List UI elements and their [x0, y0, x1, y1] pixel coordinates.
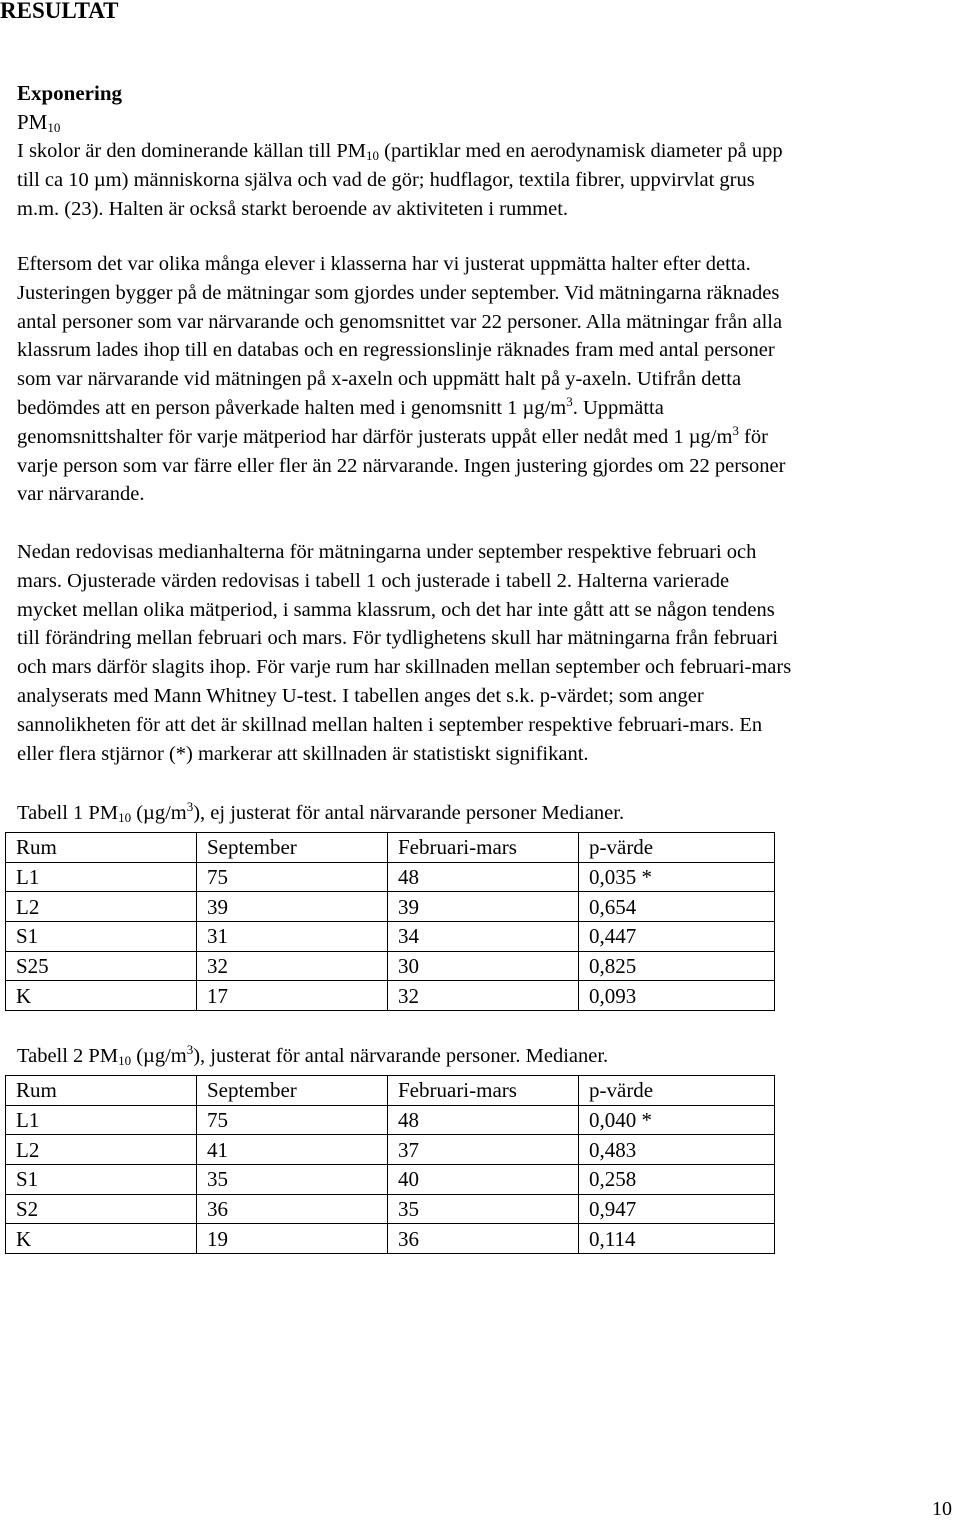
header-cell: Rum: [6, 833, 197, 863]
table-cell: K: [6, 981, 197, 1011]
text-line: sannolikheten för att det är skillnad mellan halten i september respektive februari-mars. En: [17, 713, 763, 736]
text-line: [17, 394, 960, 423]
table-cell: 75: [197, 862, 388, 892]
table-cell: 35: [197, 1165, 388, 1195]
table-row: [6, 1224, 775, 1254]
table-cell: 48: [388, 862, 579, 892]
table-cell: L2: [6, 892, 197, 922]
text-line: som var närvarande vid mätningen på x-axeln och uppmätt halt på y-axeln. Utifrån detta: [17, 368, 742, 391]
caption-fragment: (µg/m: [131, 1045, 187, 1067]
caption-fragment: (µg/m: [131, 802, 187, 824]
superscript: 3: [566, 393, 573, 409]
header-cell: Rum: [6, 1076, 197, 1106]
table-cell: 37: [388, 1135, 579, 1165]
table-cell: 0,483: [579, 1135, 775, 1165]
table-cell: 19: [197, 1224, 388, 1254]
superscript: 3: [186, 1042, 194, 1057]
table-row: [6, 922, 775, 952]
table-row: [6, 1105, 775, 1135]
table-cell: 0,035 *: [579, 862, 775, 892]
caption-fragment: ), ej justerat för antal närvarande personer Medianer.: [193, 802, 625, 824]
table-row: [6, 862, 775, 892]
subscript: 10: [118, 810, 132, 825]
text-line: [17, 137, 960, 166]
text-line: m.m. (23). Halten är också starkt beroende av aktiviteten i rummet.: [17, 197, 569, 220]
text-line: eller flera stjärnor (*) markerar att skillnaden är statistiskt signifikant.: [17, 742, 589, 765]
header-cell: p-värde: [579, 833, 775, 863]
table-cell: 41: [197, 1135, 388, 1165]
superscript: 3: [186, 799, 194, 814]
text-line: Eftersom det var olika många elever i klasserna har vi justerat uppmätta halter efter detta.: [17, 253, 751, 275]
table-cell: 36: [197, 1194, 388, 1224]
text-line: till förändring mellan februari och mars. För tydlighetens skull har mätningarna från februari: [17, 627, 779, 650]
table-cell: 39: [388, 892, 579, 922]
superscript: 3: [732, 422, 739, 438]
table-row: [6, 981, 775, 1011]
table1-unadjusted: [5, 832, 775, 1011]
table-cell: 34: [388, 922, 579, 952]
table-cell: 0,114: [579, 1224, 775, 1254]
table1-caption: [17, 799, 624, 827]
subsection-heading: Exponering: [17, 81, 123, 105]
table-cell: 0,825: [579, 951, 775, 981]
header-cell: Februari-mars: [388, 1076, 579, 1106]
table-cell: 36: [388, 1224, 579, 1254]
table-cell: 31: [197, 922, 388, 952]
text-line: [17, 423, 960, 452]
caption-fragment: ), justerat för antal närvarande personer. Medianer.: [193, 1045, 609, 1067]
table-cell: 0,258: [579, 1165, 775, 1195]
table-row: [6, 892, 775, 922]
text-line: till ca 10 µm) människorna själva och vad de gör; hudflagor, textila fibrer, uppvirvlat grus: [17, 168, 755, 191]
table-row: [6, 1165, 775, 1195]
header-cell: Februari-mars: [388, 833, 579, 863]
table-cell: 0,654: [579, 892, 775, 922]
table-cell: S25: [6, 951, 197, 981]
table-cell: 32: [197, 951, 388, 981]
table-cell: 0,947: [579, 1194, 775, 1224]
header-cell: September: [197, 833, 388, 863]
text-fragment: (partiklar med en aerodynamisk diameter på upp: [379, 140, 783, 162]
header-cell: September: [197, 1076, 388, 1106]
table-row: [6, 951, 775, 981]
text-line: mycket mellan olika mätperiod, i samma klassrum, och det har inte gått att se någon tendens: [17, 598, 775, 621]
text-line: klassrum lades ihop till en databas och en regressionslinje räknades fram med antal personer: [17, 339, 775, 362]
table-cell: L1: [6, 1105, 197, 1135]
text-fragment: för: [738, 425, 768, 448]
table-cell: 35: [388, 1194, 579, 1224]
text-line: antal personer som var närvarande och genomsnittet var 22 personer. Alla mätningar från alla: [17, 310, 783, 333]
table-cell: 75: [197, 1105, 388, 1135]
section-heading: RESULTAT: [0, 0, 119, 23]
table-header-row: [6, 833, 775, 863]
pm10-label: [17, 108, 60, 136]
table-cell: S1: [6, 1165, 197, 1195]
pm-label-sub: 10: [47, 120, 61, 135]
table-cell: 0,093: [579, 981, 775, 1011]
text-fragment: I skolor är den dominerande källan till PM: [17, 140, 366, 162]
page-number: 10: [932, 1498, 952, 1520]
text-line: Nedan redovisas medianhalterna för mätningarna under september respektive februari och: [17, 541, 757, 563]
text-line: analyserats med Mann Whitney U-test. I tabellen anges det s.k. p-värdet; som anger: [17, 684, 704, 707]
text-line: varje person som var färre eller fler än 22 närvarande. Ingen justering gjordes om 22 personer: [17, 454, 786, 477]
table-cell: 32: [388, 981, 579, 1011]
table-cell: K: [6, 1224, 197, 1254]
header-cell: p-värde: [579, 1076, 775, 1106]
caption-fragment: Tabell 1 PM: [17, 802, 119, 824]
table-cell: L1: [6, 862, 197, 892]
text-line: Justeringen bygger på de mätningar som gjordes under september. Vid mätningarna räknades: [17, 281, 780, 304]
subscript: 10: [118, 1053, 132, 1068]
table-cell: 30: [388, 951, 579, 981]
table-cell: 48: [388, 1105, 579, 1135]
subscript: 10: [366, 148, 379, 163]
paragraph-sources: [17, 137, 960, 223]
table-header-row: [6, 1076, 775, 1106]
table-cell: 0,447: [579, 922, 775, 952]
table-cell: S2: [6, 1194, 197, 1224]
text-fragment: . Uppmätta: [572, 396, 664, 419]
table-cell: 39: [197, 892, 388, 922]
pm-label-base: PM: [17, 110, 48, 134]
table-cell: 40: [388, 1165, 579, 1195]
table-cell: 17: [197, 981, 388, 1011]
text-fragment: bedömdes att en person påverkade halten med i genomsnitt 1 µg/m: [17, 396, 567, 419]
table-cell: S1: [6, 922, 197, 952]
text-line: och mars därför slagits ihop. För varje rum har skillnaden mellan september och februari-mars: [17, 656, 792, 679]
table2-caption: [17, 1042, 608, 1070]
text-line: mars. Ojusterade värden redovisas i tabell 1 och justerade i tabell 2. Halterna varierade: [17, 569, 730, 592]
paragraph-medians: [17, 538, 960, 768]
table-cell: L2: [6, 1135, 197, 1165]
table2-adjusted: [5, 1075, 775, 1254]
caption-fragment: Tabell 2 PM: [17, 1045, 119, 1067]
text-fragment: genomsnittshalter för varje mätperiod har därför justerats uppåt eller nedåt med 1 µg/m: [17, 425, 733, 448]
table-cell: 0,040 *: [579, 1105, 775, 1135]
table-row: [6, 1135, 775, 1165]
table-row: [6, 1194, 775, 1224]
paragraph-adjustment: [17, 250, 960, 509]
text-line: var närvarande.: [17, 483, 145, 506]
